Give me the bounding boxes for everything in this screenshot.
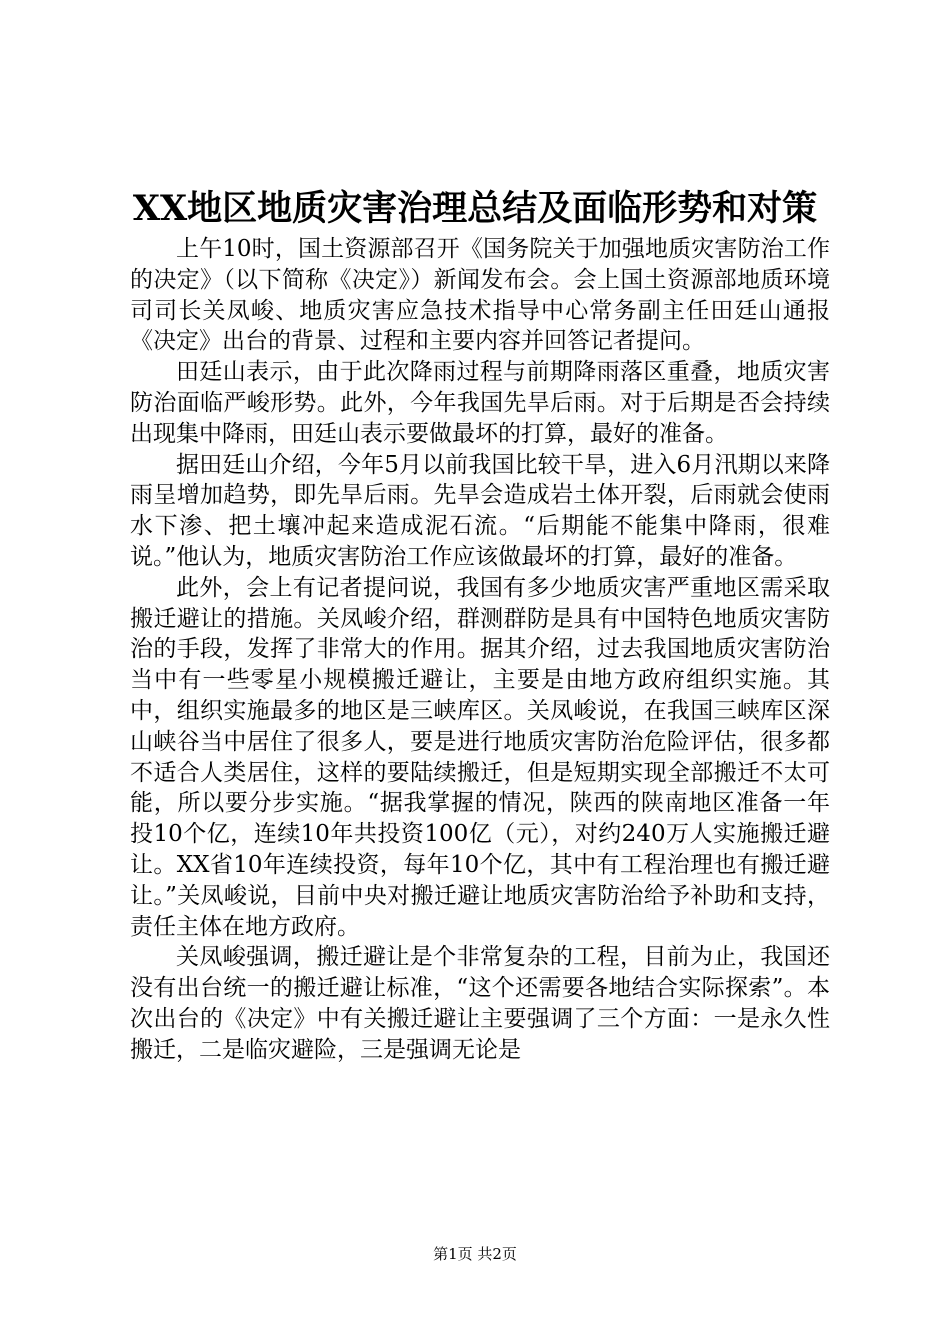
paragraph: 田廷山表示，由于此次降雨过程与前期降雨落区重叠，地质灾害防治面临严峻形势。此外，今年我国先旱后雨。对于后期是否会持续出现集中降雨，田廷山表示要做最坏的打算，最好的准备。: [130, 359, 830, 447]
document-body: [130, 234, 830, 1066]
page-footer: 第1页 共2页: [433, 1245, 517, 1263]
paragraph: 此外，会上有记者提问说，我国有多少地质灾害严重地区需采取搬迁避让的措施。关凤峻介绍，群测群防是具有中国特色地质灾害防治的手段，发挥了非常大的作用。据其介绍，过去我国地质灾害防治当中有一些零星小规模搬迁避让，主要是由地方政府组织实施。其中，组织实施最多的地区是三峡库区。关凤峻说，在我国三峡库区深山峡谷当中居住了很多人，要是进行地质灾害防治危险评估，很多都不适合人类居住，这样的要陆续搬迁，但是短期实现全部搬迁不太可能，所以要分步实施。“据我掌握的情况，陕西的陕南地区准备一年投10个亿，连续10年共投资100亿（元），对约240万人实施搬迁避让。XX省10年连续投资，每年10个亿，其中有工程治理也有搬迁避让。”关凤峻说，目前中央对搬迁避让地质灾害防治给予补助和支持，责任主体在地方政府。: [130, 574, 830, 940]
document-title: XX地区地质灾害治理总结及面临形势和对策: [132, 188, 818, 229]
paragraph: 据田廷山介绍，今年5月以前我国比较干旱，进入6月汛期以来降雨呈增加趋势，即先旱后雨。先旱会造成岩土体开裂，后雨就会使雨水下渗、把土壤冲起来造成泥石流。“后期能不能集中降雨，很难说。”他认为，地质灾害防治工作应该做最坏的打算，最好的准备。: [130, 451, 830, 570]
paragraph: 关凤峻强调，搬迁避让是个非常复杂的工程，目前为止，我国还没有出台统一的搬迁避让标准，“这个还需要各地结合实际探索”。本次出台的《决定》中有关搬迁避让主要强调了三个方面：一是永久性搬迁，二是临灾避险，三是强调无论是: [130, 944, 830, 1063]
paragraph: 上午10时，国土资源部召开《国务院关于加强地质灾害防治工作的决定》（以下简称《决定》）新闻发布会。会上国土资源部地质环境司司长关凤峻、地质灾害应急技术指导中心常务副主任田廷山通报《决定》出台的背景、过程和主要内容并回答记者提问。: [130, 236, 830, 355]
